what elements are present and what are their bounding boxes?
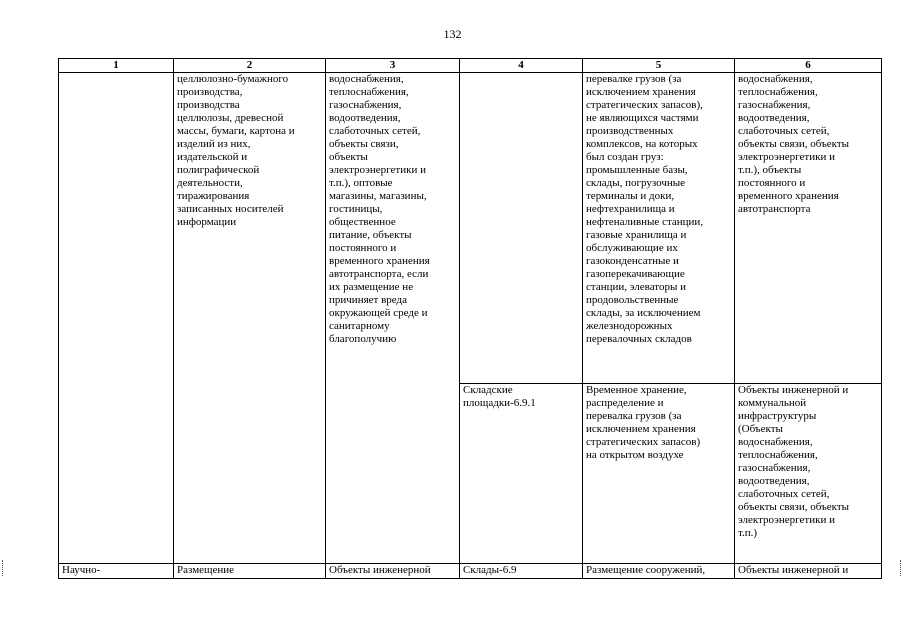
- header-col-3: 3: [326, 59, 460, 73]
- cell-conditional-use-description: Размещение сооружений,: [583, 564, 735, 579]
- header-col-5: 5: [583, 59, 735, 73]
- cell-conditional-use-description: перевалке грузов (за исключением хранения стратегических запасов), не являющихся частями производственных комплексов, на которых был создан груз: промышленные базы, склады, погрузочные терминалы и доки, нефтехранилища и нефтеналивные станции, газовые хранилища и обслуживающие их газоконденсатные и газоперекачивающие станции, элеваторы и продовольственные склады, за исключением железнодорожных перевалочных складов: [583, 73, 735, 384]
- cell-conditional-auxiliary: Объекты инженерной и: [735, 564, 882, 579]
- table-row: [59, 73, 882, 384]
- cell-conditional-use-name: [460, 73, 583, 384]
- cell-main-use-description: целлюлозно-бумажного производства, производства целлюлозы, древесной массы, бумаги, картона и изделий из них, издательской и полиграфической деятельности, тиражирования записанных носителей информации: [174, 73, 326, 564]
- header-col-4: 4: [460, 59, 583, 73]
- cell-conditional-use-description: Временное хранение, распределение и перевалка грузов (за исключением хранения стратегических запасов) на открытом воздухе: [583, 384, 735, 564]
- cell-conditional-use-name: Складские площадки-6.9.1: [460, 384, 583, 564]
- cell-zone-name: Научно-: [59, 564, 174, 579]
- scan-edge-mark: [2, 560, 5, 576]
- header-col-6: 6: [735, 59, 882, 73]
- header-col-1: 1: [59, 59, 174, 73]
- cell-conditional-auxiliary: Объекты инженерной и коммунальной инфраструктуры (Объекты водоснабжения, теплоснабжения, газоснабжения, водоотведения, слаботочных сетей, объекты связи, объекты электроэнергетики и т.п.): [735, 384, 882, 564]
- cell-conditional-use-name: Склады-6.9: [460, 564, 583, 579]
- table-header-row: [59, 59, 882, 73]
- scan-edge-mark: [900, 560, 903, 576]
- table-row: [59, 564, 882, 579]
- cell-main-use-description: Размещение: [174, 564, 326, 579]
- cell-conditional-auxiliary: водоснабжения, теплоснабжения, газоснабжения, водоотведения, слаботочных сетей, объекты связи, объекты электроэнергетики и т.п.), объекты постоянного и временного хранения автотранспорта: [735, 73, 882, 384]
- cell-auxiliary-use: водоснабжения, теплоснабжения, газоснабжения, водоотведения, слаботочных сетей, объекты связи, объекты электроэнергетики и т.п.), оптовые магазины, магазины, гостиницы, общественное питание, объекты постоянного и временного хранения автотранспорта, если их размещение не причиняет вреда окружающей среде и санитарному благополучию: [326, 73, 460, 564]
- cell-zone-name: [59, 73, 174, 564]
- header-col-2: 2: [174, 59, 326, 73]
- page-number: 132: [443, 27, 462, 41]
- zoning-table: [58, 58, 882, 579]
- cell-auxiliary-use: Объекты инженерной: [326, 564, 460, 579]
